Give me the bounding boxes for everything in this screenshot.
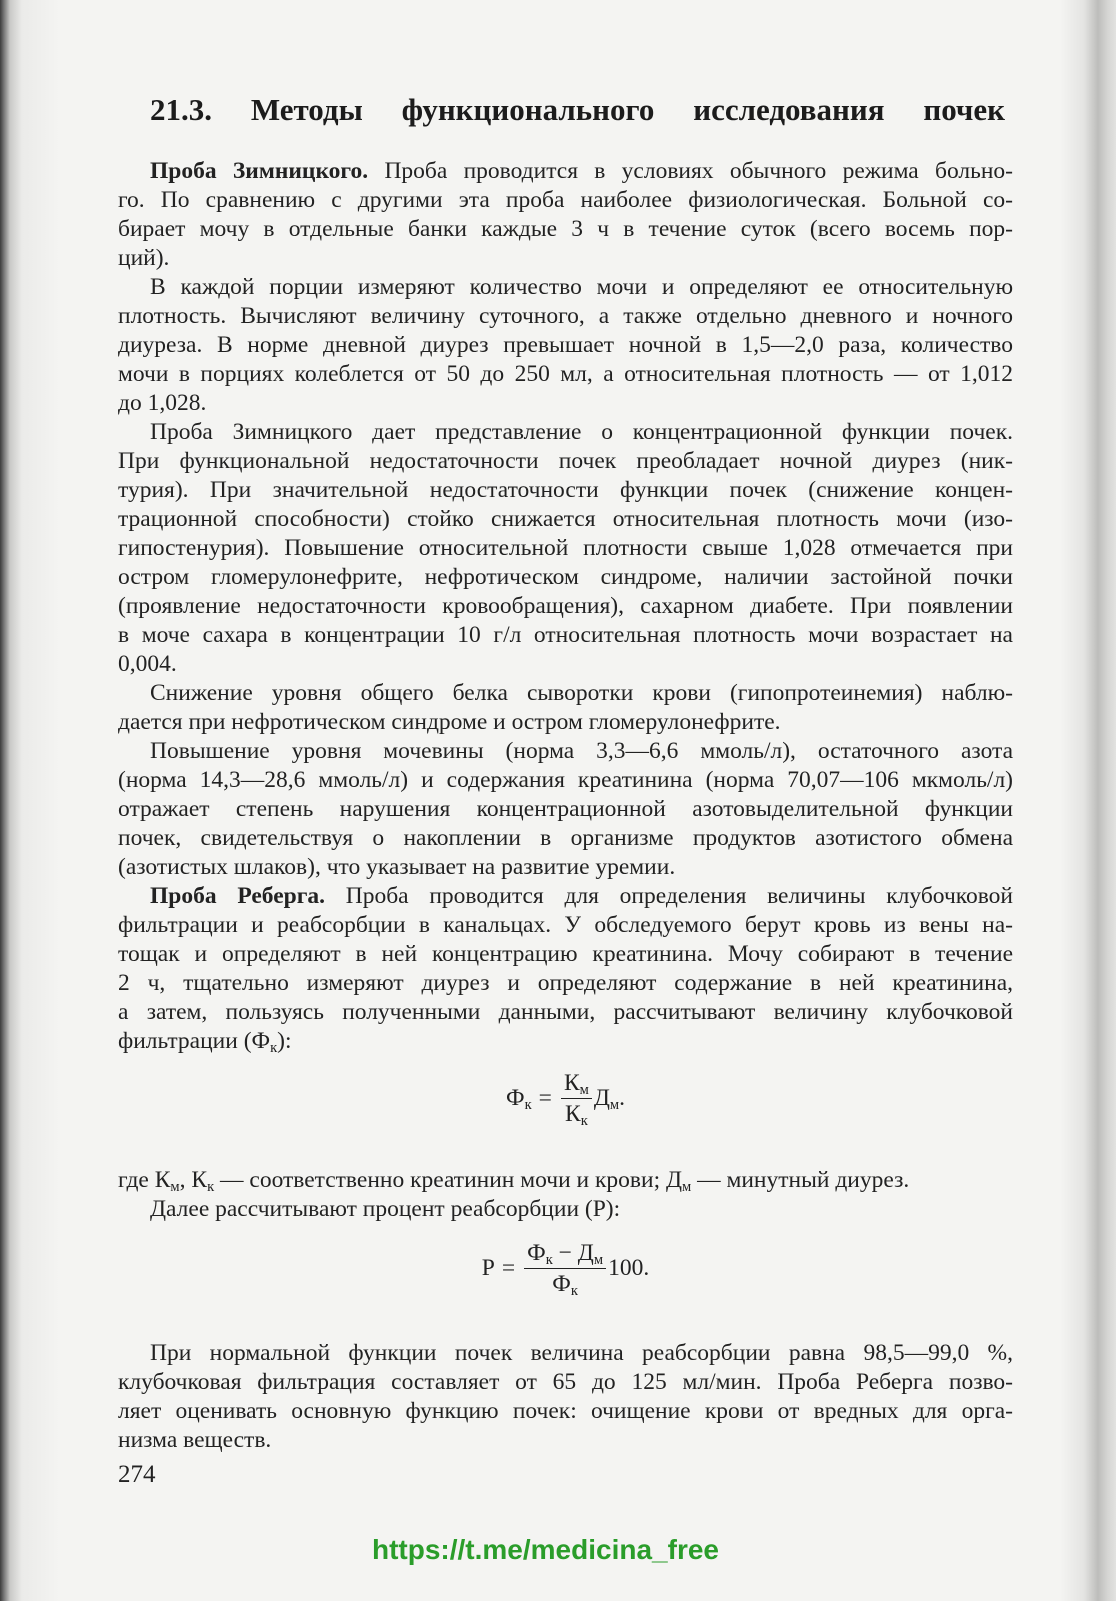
text-run: , К [179, 1166, 208, 1193]
text-run: Ф [527, 1239, 546, 1266]
bold-lead-in: Проба Зимницкого. [150, 157, 369, 184]
subscript: к [580, 1112, 588, 1129]
text-line: (проявление недостаточности кровообращения), сахарном диабете. При появлении [118, 592, 1013, 619]
formula-row [506, 1070, 625, 1127]
text-run: Ф [552, 1270, 571, 1297]
text-run: − Д [552, 1239, 594, 1266]
text-run: К [563, 1069, 580, 1096]
subscript: м [609, 1097, 620, 1114]
text-line: (азотистых шлаков), что указывает на развитие уремии. [118, 853, 676, 880]
text-line [118, 882, 1013, 911]
equals-sign: = [538, 1085, 552, 1111]
text-line: гипостенурия). Повышение относительной плотности свыше 1,028 отмечается при [118, 534, 1013, 561]
paragraph [118, 1339, 1013, 1455]
paragraph [118, 418, 1013, 679]
text-line: трационной способности) стойко снижается относительная плотность мочи (изо- [118, 505, 1013, 532]
section-heading: 21.3. Методы функционального исследования почек [150, 92, 1005, 127]
subscript: м [593, 1251, 604, 1268]
formula [118, 1056, 1013, 1166]
text-line: фильтрации и реабсорбции в канальцах. У обследуемого берут кровь из вены на- [118, 911, 1013, 938]
text-line: Повышение уровня мочевины (норма 3,3—6,6 ммоль/л), остаточного азота [150, 737, 1013, 764]
paragraph [118, 679, 1013, 737]
text-line: тощак и определяют в ней концентрацию креатинина. Мочу собирают в течение [118, 940, 1013, 967]
page-number: 274 [118, 1460, 156, 1488]
subscript: к [570, 1282, 578, 1299]
paragraph [118, 1166, 1013, 1195]
text-line: почек, свидетельствуя о накоплении в организме продуктов азотистого обмена [118, 824, 1013, 851]
text-line: клубочковая фильтрация составляет от 65 до 125 мл/мин. Проба Реберга позво- [118, 1368, 1013, 1395]
text-run: 100. [608, 1255, 650, 1281]
text-line: бирает мочу в отдельные банки каждые 3 ч в течение суток (всего восемь пор- [118, 215, 1013, 242]
denominator [562, 1099, 591, 1127]
text-line: го. По сравнению с другими эта проба наиболее физиологическая. Больной со- [118, 186, 1013, 213]
formula-lhs [506, 1085, 532, 1114]
telegram-link[interactable]: https://t.me/medicina_free [372, 1534, 719, 1565]
text-line: турия). При значительной недостаточности функции почек (снижение концен- [118, 476, 1013, 503]
text-line: плотность. Вычисляют величину суточного, а также отдельно дневного и ночного [118, 302, 1013, 329]
text-line: ляет оценивать основную функцию почек: очищение крови от вредных для орга- [118, 1397, 1013, 1424]
subscript: к [524, 1097, 532, 1114]
text-line: дается при нефротическом синдроме и остром гломерулонефрите. [118, 708, 781, 735]
text-run: где К [118, 1166, 171, 1193]
text-run: ): [277, 1027, 292, 1054]
text-line: При функциональной недостаточности почек преобладает ночной диурез (ник- [118, 447, 1013, 474]
bold-lead-in: Проба Реберга. [150, 882, 326, 909]
text-run: Проба проводится в условиях обычного режима больно- [368, 157, 1013, 184]
text-line: до 1,028. [118, 389, 207, 416]
subscript: к [207, 1178, 215, 1195]
text-run: К [565, 1100, 581, 1127]
page-body [118, 157, 1013, 1455]
equals-sign: = [501, 1255, 516, 1281]
formula-lhs [482, 1255, 495, 1281]
text-line: 0,004. [118, 650, 177, 677]
text-run: . [619, 1085, 625, 1111]
numerator [561, 1070, 592, 1099]
subscript: м [579, 1081, 589, 1098]
text-line: При нормальной функции почек величина реабсорбции равна 98,5—99,0 %, [150, 1339, 1013, 1366]
text-line: (норма 14,3—28,6 ммоль/л) и содержания креатинина (норма 70,07—106 мкмоль/л) [118, 766, 1013, 793]
subscript: м [170, 1178, 180, 1195]
text-run: Проба проводится для определения величины клубочковой [325, 882, 1013, 909]
fraction [561, 1070, 592, 1127]
text-run: Д [593, 1085, 610, 1111]
text-line [118, 1027, 1013, 1056]
text-line: В каждой порции измеряют количество мочи и определяют ее относительную [150, 273, 1013, 300]
text-line: мочи в порциях колеблется от 50 до 250 мл, а относительная плотность — от 1,012 [118, 360, 1013, 387]
text-line: в моче сахара в концентрации 10 г/л относительная плотность мочи возрастает на [118, 621, 1013, 648]
text-line [118, 1166, 1013, 1195]
text-run: — минутный диурез. [691, 1166, 910, 1193]
text-run: Ф [506, 1085, 525, 1111]
text-line: остром гломерулонефрите, нефротическом синдроме, наличии застойной почки [118, 563, 1013, 590]
text-line: а затем, пользуясь полученными данными, рассчитывают величину клубочковой [118, 998, 1013, 1025]
text-line: Проба Зимницкого дает представление о концентрационной функции почек. [150, 418, 1013, 445]
subscript: к [270, 1039, 278, 1056]
text-line: низма веществ. [118, 1426, 272, 1453]
text-line: диуреза. В норме дневной диурез превышает ночной в 1,5—2,0 раза, количество [118, 331, 1013, 358]
paragraph [118, 273, 1013, 418]
subscript: к [545, 1251, 553, 1268]
text-line: Далее рассчитывают процент реабсорбции (Р): [150, 1195, 621, 1222]
formula [118, 1224, 1013, 1339]
formula-tail [593, 1085, 625, 1114]
paragraph [118, 737, 1013, 882]
subscript: м [682, 1178, 692, 1195]
fraction [524, 1240, 606, 1297]
text-run: фильтрации (Ф [118, 1027, 271, 1054]
formula-tail [608, 1255, 649, 1281]
text-line: отражает степень нарушения концентрационной азотовыделительной функции [118, 795, 1013, 822]
text-line: 2 ч, тщательно измеряют диурез и определяют содержание в ней креатинина, [118, 969, 1013, 996]
denominator [549, 1269, 581, 1297]
text-line: ций). [118, 244, 170, 271]
numerator [524, 1240, 606, 1269]
text-line: Снижение уровня общего белка сыворотки крови (гипопротеинемия) наблю- [150, 679, 1013, 706]
paragraph [118, 157, 1013, 273]
text-run: — соответственно креатинин мочи и крови; Д [214, 1166, 683, 1193]
paragraph [118, 1195, 1013, 1224]
text-run: Р [481, 1255, 495, 1281]
text-line [118, 157, 1013, 186]
formula-row [482, 1240, 649, 1297]
paragraph [118, 882, 1013, 1056]
